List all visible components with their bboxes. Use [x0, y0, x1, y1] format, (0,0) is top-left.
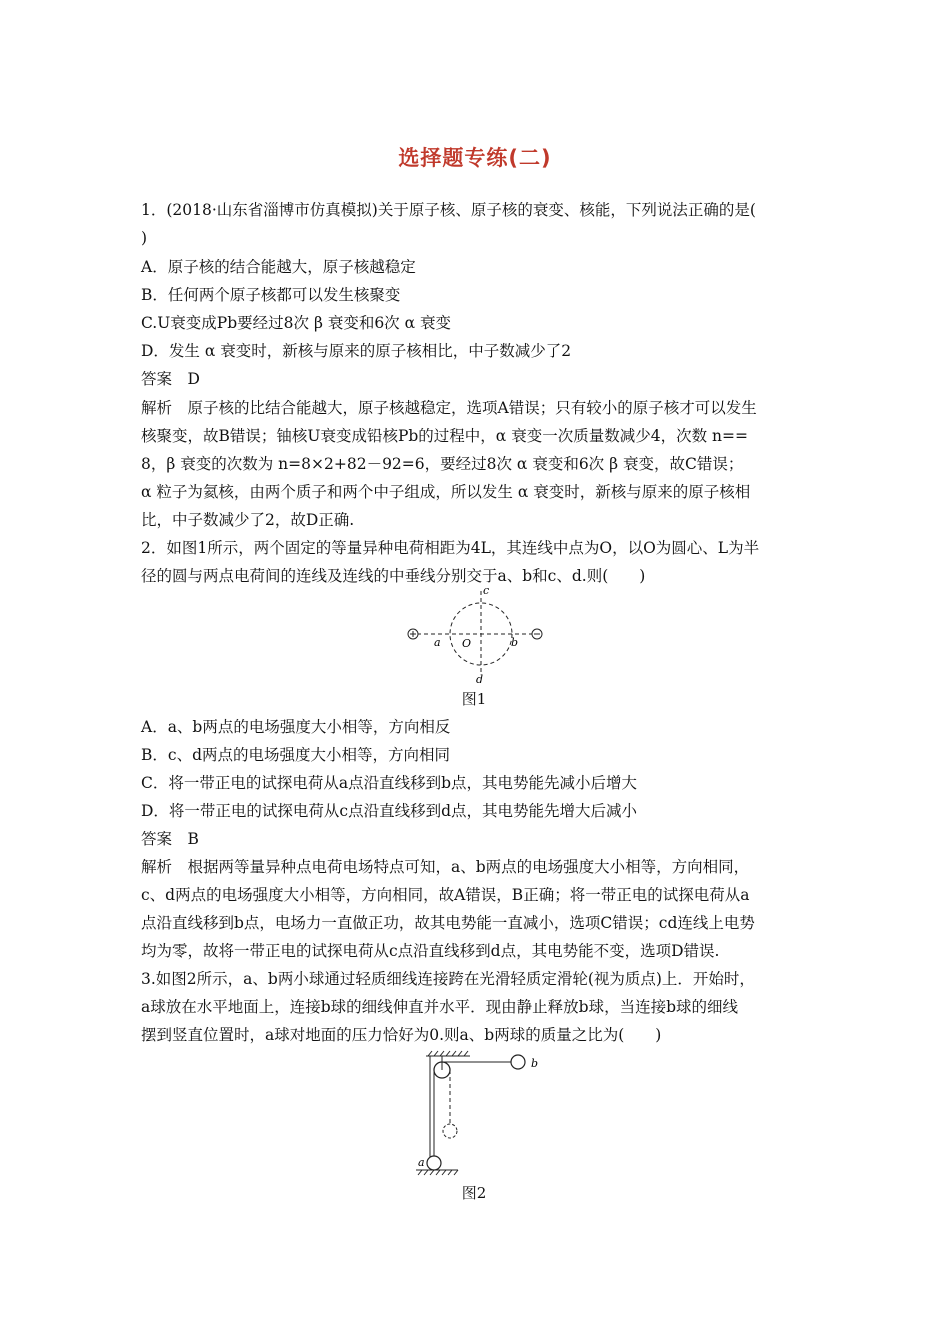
q2-stem-line-2: 径的圆与两点电荷间的连线及连线的中垂线分别交于a、b和c、d.则( ): [141, 567, 646, 585]
figure-2-diagram: [410, 1048, 560, 1180]
ball-a-icon: [427, 1156, 441, 1170]
label-o: O: [462, 637, 472, 650]
ground: [416, 1170, 458, 1175]
q2-option-c: C．将一带正电的试探电荷从a点沿直线移到b点，其电势能先减小后增大: [141, 774, 638, 792]
ball-b-icon: [511, 1055, 525, 1069]
negative-charge-icon: [532, 629, 542, 639]
q2-analysis-line-4: 均为零，故将一带正电的试探电荷从c点沿直线移到d点，其电势能不变，选项D错误.: [141, 942, 720, 960]
label-a: a: [434, 636, 441, 649]
figure-1-diagram: [400, 585, 550, 685]
q2-option-b: B．c、d两点的电场强度大小相等，方向相同: [141, 746, 450, 764]
q1-analysis-line-2: 核聚变，故B错误；铀核U衰变成铅核Pb的过程中，α 衰变一次质量数减少4，次数 n==: [141, 427, 748, 445]
page-title: 选择题专练(二): [398, 146, 552, 170]
ball-b-final-icon: [443, 1124, 457, 1138]
q1-analysis-line-1: 解析 原子核的比结合能越大，原子核越稳定，选项A错误；只有较小的原子核才可以发生: [141, 399, 757, 417]
q1-analysis-line-3: 8，β 衰变的次数为 n=8×2+82－92=6，要经过8次 α 衰变和6次 β 衰变，故C错误；: [141, 455, 744, 473]
q2-stem-line-1: 2．如图1所示，两个固定的等量异种电荷相距为4L，其连线中点为O，以O为圆心、L为半: [141, 539, 760, 557]
label-b: b: [511, 636, 519, 649]
q1-analysis-line-4: α 粒子为氦核，由两个质子和两个中子组成，所以发生 α 衰变时，新核与原来的原子核相: [141, 483, 751, 501]
q3-stem-line-1: 3.如图2所示，a、b两小球通过轻质细线连接跨在光滑轻质定滑轮(视为质点)上．开始时，: [141, 970, 755, 988]
q1-option-c: C.U衰变成Pb要经过8次 β 衰变和6次 α 衰变: [141, 314, 452, 332]
q2-option-a: A．a、b两点的电场强度大小相等，方向相反: [141, 718, 451, 736]
q3-stem-line-2: a球放在水平地面上，连接b球的细线伸直并水平．现由静止释放b球，当连接b球的细线: [141, 998, 739, 1016]
q1-option-a: A．原子核的结合能越大，原子核越稳定: [141, 258, 416, 276]
q1-option-d: D．发生 α 衰变时，新核与原来的原子核相比，中子数减少了2: [141, 342, 572, 360]
q1-stem-line-2: ): [141, 229, 148, 247]
label-a: a: [418, 1156, 425, 1169]
label-c: c: [483, 585, 490, 597]
figure-2-caption: 图2: [461, 1184, 487, 1202]
label-b: b: [531, 1057, 539, 1070]
q2-option-d: D．将一带正电的试探电荷从c点沿直线移到d点，其电势能先增大后减小: [141, 802, 638, 820]
q1-stem-line-1: 1．(2018·山东省淄博市仿真模拟)关于原子核、原子核的衰变、核能，下列说法正确的是(: [141, 201, 756, 219]
label-d: d: [476, 673, 484, 685]
q1-answer: 答案 D: [141, 370, 200, 388]
q2-answer: 答案 B: [141, 830, 199, 848]
q2-analysis-line-3: 点沿直线移到b点，电场力一直做正功，故其电势能一直减小，选项C错误；cd连线上电势: [141, 914, 755, 932]
q1-option-b: B．任何两个原子核都可以发生核聚变: [141, 286, 401, 304]
q1-analysis-line-5: 比，中子数减少了2，故D正确.: [141, 511, 355, 529]
figure-1-caption: 图1: [461, 690, 487, 708]
q2-analysis-line-1: 解析 根据两等量异种点电荷电场特点可知，a、b两点的电场强度大小相等，方向相同，: [141, 858, 750, 876]
q2-analysis-line-2: c、d两点的电场强度大小相等，方向相同，故A错误，B正确；将一带正电的试探电荷从a: [141, 886, 750, 904]
q3-stem-line-3: 摆到竖直位置时，a球对地面的压力恰好为0.则a、b两球的质量之比为( ): [141, 1026, 662, 1044]
positive-charge-icon: [408, 629, 418, 639]
